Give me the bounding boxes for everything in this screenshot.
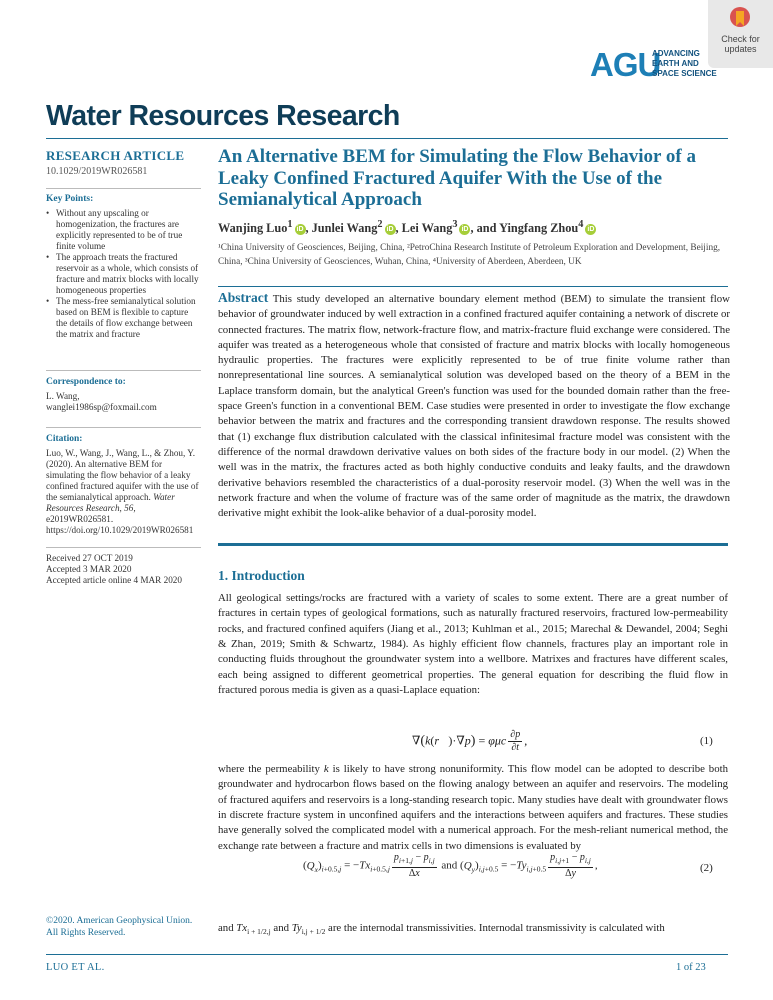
citation-section (46, 434, 201, 536)
citation-journal: Water Resources Research, 56, (46, 492, 175, 513)
accepted-date: Accepted 3 MAR 2020 (46, 564, 132, 574)
orcid-icon[interactable]: iD (587, 226, 595, 234)
journal-title: Water Resources Research (46, 100, 400, 132)
received-date: Received 27 OCT 2019 (46, 553, 133, 563)
footer-divider (46, 954, 728, 955)
correspondence-email[interactable]: wanglei1986sp@foxmail.com (46, 402, 157, 412)
abstract-label: Abstract (218, 290, 269, 305)
equation-number: (2) (700, 862, 713, 874)
equation-1: ∇(k(r⃗)·∇p) = φμc $\frac{\partial p}{\partial t}$ , (412, 729, 528, 753)
badge-label: Check for updates (721, 34, 760, 54)
dates-section (46, 553, 201, 586)
agu-tagline: ADVANCING EARTH AND SPACE SCIENCE (652, 49, 717, 78)
sidebar-divider (46, 370, 201, 371)
running-authors: LUO ET AL. (46, 962, 105, 973)
sidebar-divider (46, 188, 201, 189)
orcid-icon[interactable]: iD (296, 226, 304, 234)
citation-heading: Citation: (46, 434, 83, 444)
key-point: • The mess-free semianalytical solution based on BEM is flexible to capture the details of flow exchange between the matrix and fracture (46, 296, 201, 340)
abstract (218, 290, 730, 521)
abstract-text: This study developed an alternative boundary element method (BEM) to simulate the transient flow behavior of groundwater induced by well extraction in a confined fractured aquifer containing a network of discrete or connected fractures. The matrix flow, network-fracture flow, and matrix-fracture fluid exchange were considered. The aquifer was treated as a heterogeneous whole that consisted of fracture and matrix blocks with locally homogeneous hydraulic properties. The fractures were explicitly represented to be of true finite volume rather than nonrepresentational line sources. A semianalytical solution was developed based on the theory of a BEM in the Laplace transform domain, but the analytical Green's function was used for the bounded domain rather than the free-space Green's function in a conventional BEM. Case studies were presented in order to investigate the flow exchange behavior between the matrix and fractures and the corresponding transient drawdown response. The results showed that (1) exchange flux distribution calculated with the classical infinitesimal fracture model was consistent with the difference of the normal drawdown derivative values on both sides of the fracture body in our model. (2) When the well was in the matrix, the fractures acted as both highly conductive conduits and leaky faults, and the drawdown derivative behaviors resembled the characteristics of a dual-porosity reservoir model. (3) When the well was in the network fracture and when the volume of fracture was of the same order of magnitude as the matrix, the drawdown derivative might exhibit the look-alike behavior of a dual-porosity model. (218, 293, 730, 520)
doi[interactable]: 10.1029/2019WR026581 (46, 166, 148, 177)
header-divider (46, 138, 728, 139)
citation-text: Luo, W., Wang, J., Wang, L., & Zhou, Y. (2020). An alternative BEM for simulating the flow behavior of a leaky confined fractured aquifer with the use of the semianalytical approach. Water Resources Research, 56, e2019WR026581. https://doi.org/10.1029/2019WR026581 (46, 448, 199, 535)
check-for-updates-badge[interactable] (708, 0, 773, 68)
article-title: An Alternative BEM for Simulating the Flow Behavior of a Leaky Confined Fractured Aquifer With the Use of the Semianalytical Approach (218, 146, 696, 210)
correspondence-heading: Correspondence to: (46, 377, 126, 387)
orcid-icon[interactable]: iD (461, 226, 469, 234)
bookmark-icon (729, 6, 751, 32)
equation-number: (1) (700, 735, 713, 747)
agu-logo: AGU (590, 46, 661, 83)
section-heading: 1. Introduction (218, 568, 305, 583)
author-list: Wanjing Luo$^1$ iD , Junlei Wang$^2$ iD , Lei Wang$^3$ iD , and Yingfang Zhou$^4$ iD (218, 219, 595, 236)
abstract-divider (218, 543, 728, 546)
author-name[interactable]: and Yingfang Zhou (476, 221, 579, 236)
author-name[interactable]: Lei Wang (401, 221, 453, 236)
sidebar-divider (46, 427, 201, 428)
sidebar-divider (46, 547, 201, 548)
author-name[interactable]: Junlei Wang (311, 221, 378, 236)
correspondence-name: L. Wang, (46, 391, 80, 401)
orcid-icon[interactable]: iD (386, 226, 394, 234)
copyright: ©2020. American Geophysical Union. All Rights Reserved. (46, 916, 193, 938)
key-points-section (46, 194, 201, 340)
body-paragraph: and $Tx_{i + 1/2,j}$ and $Ty_{i,j + 1/2}$ are the internodal transmissivities. Internodal transmissivity is calculated with (218, 922, 665, 937)
accepted-online-date: Accepted article online 4 MAR 2020 (46, 575, 182, 585)
author-name[interactable]: Wanjing Luo (218, 221, 288, 236)
affiliations: ¹China University of Geosciences, Beijing, China, ²PetroChina Research Institute of Petroleum Exploration and Development, Beijing, China, ³China University of Geosciences, Wuhan, China, ⁴University of Aberdeen, Aberdeen, UK (218, 243, 721, 267)
article-type: RESEARCH ARTICLE (46, 148, 185, 163)
key-point: • The approach treats the fractured reservoir as a whole, which consists of fracture and matrix blocks with locally homogeneous properties (46, 252, 201, 296)
body-paragraph: where the permeability k is likely to have strong nonuniformity. This flow model can be adopted to describe both groundwater and hydrocarbon flows based on the flowing analogy between an aquifer and reservoirs. The modeling of fractured aquifers and reservoirs is a long-standing research topic. Many studies have dealt with groundwater flows in discrete fracture system in unconfined aquifers and the interactions between aquifers and fractures. These studies have generally solved the complicated model with a numerical approach. For the mesh-reliant numerical method, the exchange rate between a fracture and matrix cells in two dimensions is evaluated by (218, 763, 728, 852)
key-point: • Without any upscaling or homogenization, the fractures are explicitly represented to be of true finite volume (46, 208, 201, 252)
abstract-divider (218, 286, 728, 287)
correspondence-section (46, 377, 201, 413)
equation-2: $(Q_x)_{i+0.5,j} = -Tx_{i+0.5,j}$ $\frac{p_{i+1,j} - p_{i,j}}{\Delta x}$ and $(Q_y)_{i,j+0.5} = -Ty_{i,j+0.5}$ $\frac{p_{i,j+1} - p_{i,j}}{\Delta y}$ , (303, 852, 598, 879)
key-points-heading: Key Points: (46, 194, 94, 204)
body-paragraph: All geological settings/rocks are fractured with a variety of scales to some extent. There are a great number of fractures in certain types of geological formations, such as naturally fractured reservoirs, fractured low-permeability rocks, and fractured confined aquifers (Jiang et al., 2013; Kuhlman et al., 2015; Marechal & Dewandel, 2004; Seghi & Zhan, 2019; Smith & Schwartz, 1984). As highly efficient flow channels, fractures play an important role in conducting fluids throughout the groundwater system into a wellbore. Matrixes and fractures have different scales, each being assigned to different geometrical properties. The general equation for describing the fluid flow in fractured porous media is given as a quasi-Laplace equation: (218, 592, 728, 697)
page-number: 1 of 23 (676, 962, 706, 973)
